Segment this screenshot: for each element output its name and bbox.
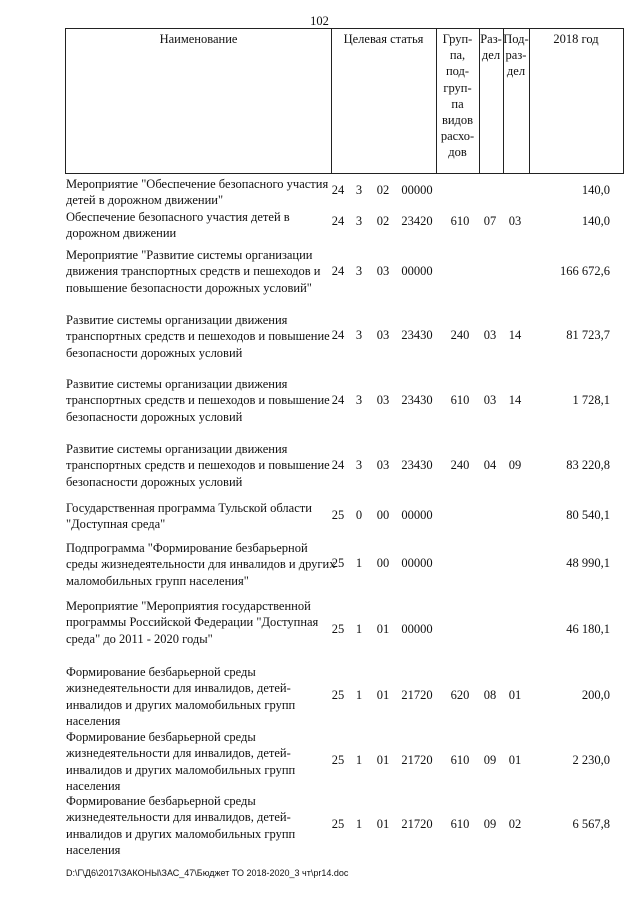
row-code-a: 24 [331,214,345,228]
row-amount: 81 723,7 [566,328,610,342]
row-amount: 2 230,0 [572,753,610,767]
row-name: Мероприятие "Развитие системы организации движения транспортных средств и пешеходов и повышение безопасности дорожных условий" [66,248,321,295]
row-name: Мероприятие "Мероприятия государственной программы Российской Федерации "Доступная среда" до 2011 - 2020 годы" [66,599,319,646]
row-subsection: 03 [508,214,522,228]
row-amount: 1 728,1 [572,393,610,407]
row-group: 620 [450,688,470,702]
row-section: 09 [483,817,497,831]
row-code-b: 1 [355,622,363,636]
row-section: 08 [483,688,497,702]
row-code-b: 3 [355,264,363,278]
row-name: Формирование безбарьерной среды жизнедеятельности для инвалидов, детей-инвалидов и других маломобильных групп населения [66,665,296,728]
header-target-article: Целевая статья [343,32,424,46]
page-number: 102 [310,14,329,28]
row-code-d: 21720 [401,688,433,702]
row-code-c: 01 [376,817,390,831]
row-amount: 200,0 [581,688,610,702]
row-code-a: 25 [331,622,345,636]
row-code-d: 23430 [401,328,433,342]
row-code-d: 23430 [401,458,433,472]
row-code-b: 1 [355,556,363,570]
row-group: 610 [450,753,470,767]
row-name: Формирование безбарьерной среды жизнедеятельности для инвалидов, детей-инвалидов и других маломобильных групп населения [66,794,296,857]
row-code-d: 00000 [401,508,433,522]
row-code-a: 24 [331,183,345,197]
row-code-c: 03 [376,458,390,472]
header-year: 2018 год [553,32,599,46]
row-subsection: 01 [508,688,522,702]
row-code-b: 1 [355,688,363,702]
row-group: 610 [450,393,470,407]
row-code-b: 3 [355,393,363,407]
row-code-c: 01 [376,753,390,767]
row-code-a: 24 [331,393,345,407]
row-amount: 83 220,8 [566,458,610,472]
row-amount: 80 540,1 [566,508,610,522]
row-code-c: 02 [376,214,390,228]
row-group: 610 [450,214,470,228]
row-amount: 140,0 [581,214,610,228]
row-name: Формирование безбарьерной среды жизнедеятельности для инвалидов, детей-инвалидов и других маломобильных групп населения [66,730,296,793]
row-name: Обеспечение безопасного участия детей в дорожном движении [66,210,290,241]
row-code-c: 03 [376,393,390,407]
row-code-b: 1 [355,817,363,831]
row-code-c: 01 [376,688,390,702]
row-subsection: 14 [508,328,522,342]
row-code-d: 00000 [401,264,433,278]
row-code-c: 03 [376,328,390,342]
row-code-a: 24 [331,458,345,472]
row-code-c: 02 [376,183,390,197]
row-amount: 46 180,1 [566,622,610,636]
row-name: Развитие системы организации движения транспортных средств и пешеходов и повышение безопасности дорожных условий [66,377,330,424]
row-code-d: 00000 [401,183,433,197]
row-subsection: 14 [508,393,522,407]
row-code-a: 24 [331,264,345,278]
row-name: Развитие системы организации движения транспортных средств и пешеходов и повышение безопасности дорожных условий [66,442,330,489]
row-code-d: 23430 [401,393,433,407]
header-section: Раз- дел [480,32,502,63]
row-section: 07 [483,214,497,228]
row-code-d: 23420 [401,214,433,228]
row-amount: 6 567,8 [572,817,610,831]
row-code-a: 25 [331,753,345,767]
row-name: Развитие системы организации движения транспортных средств и пешеходов и повышение безопасности дорожных условий [66,313,330,360]
row-name: Государственная программа Тульской области "Доступная среда" [66,501,312,532]
header-subsection: Под- раз- дел [503,32,529,79]
row-code-b: 3 [355,458,363,472]
row-code-b: 1 [355,753,363,767]
row-code-d: 21720 [401,817,433,831]
row-section: 03 [483,393,497,407]
row-section: 09 [483,753,497,767]
row-code-d: 00000 [401,556,433,570]
row-subsection: 09 [508,458,522,472]
header-group: Груп- па, под- груп- па видов расхо- дов [440,32,475,160]
row-code-a: 25 [331,508,345,522]
row-code-c: 00 [376,508,390,522]
row-code-b: 0 [355,508,363,522]
row-group: 610 [450,817,470,831]
row-name: Подпрограмма "Формирование безбарьерной среды жизнедеятельности для инвалидов и других маломобильных групп населения" [66,541,336,588]
row-code-a: 25 [331,556,345,570]
row-group: 240 [450,458,470,472]
row-code-a: 25 [331,688,345,702]
header-name: Наименование [159,32,238,46]
row-code-c: 00 [376,556,390,570]
row-group: 240 [450,328,470,342]
row-name: Мероприятие "Обеспечение безопасного участия детей в дорожном движении" [66,177,329,208]
file-path-footer: D:\Г\Д6\2017\ЗАКОНЫ\ЗАС_47\Бюджет ТО 2018-2020_3 чт\pr14.doc [66,868,349,878]
row-code-b: 3 [355,183,363,197]
row-code-b: 3 [355,214,363,228]
row-amount: 140,0 [581,183,610,197]
row-subsection: 02 [508,817,522,831]
row-section: 04 [483,458,497,472]
row-code-d: 21720 [401,753,433,767]
row-code-b: 3 [355,328,363,342]
row-section: 03 [483,328,497,342]
row-amount: 166 672,6 [560,264,610,278]
row-code-d: 00000 [401,622,433,636]
row-code-a: 24 [331,328,345,342]
row-amount: 48 990,1 [566,556,610,570]
row-code-c: 01 [376,622,390,636]
row-code-c: 03 [376,264,390,278]
row-subsection: 01 [508,753,522,767]
row-code-a: 25 [331,817,345,831]
